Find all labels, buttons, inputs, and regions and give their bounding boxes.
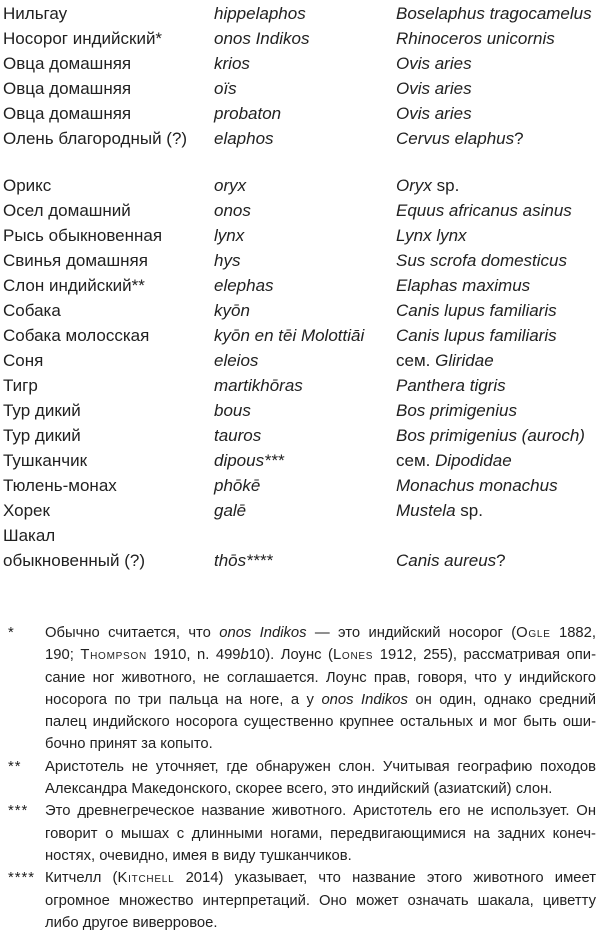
text-segment: Lynx lynx: [396, 226, 467, 245]
table-row: [3, 498, 606, 523]
text-segment: elaphos: [214, 129, 274, 148]
footnote: [3, 622, 596, 756]
text-segment: tauros: [214, 426, 262, 445]
latin-name: [396, 26, 606, 51]
table-row: [3, 101, 606, 126]
text-segment: Ovis aries: [396, 104, 472, 123]
text-segment: bous: [214, 401, 251, 420]
table-row: [3, 373, 606, 398]
latin-name: [396, 76, 606, 101]
text-segment: Panthera tigris: [396, 376, 506, 395]
table-row: [3, 126, 606, 151]
latin-name: [396, 223, 606, 248]
latin-name: [396, 398, 606, 423]
greek-transliteration: [214, 448, 396, 473]
text-segment: dipous***: [214, 451, 284, 470]
greek-transliteration: [214, 423, 396, 448]
greek-transliteration: [214, 223, 396, 248]
text-segment: Ovis aries: [396, 79, 472, 98]
footnote-line: [45, 733, 596, 755]
text-segment: Ogle: [516, 625, 551, 641]
footnote-line: [45, 778, 596, 800]
text-segment: сем.: [396, 351, 436, 370]
footnote: [3, 867, 596, 934]
table-row: [3, 51, 606, 76]
footnote-text: [45, 800, 596, 867]
greek-transliteration: [214, 523, 396, 548]
russian-name: Нильгау: [3, 4, 68, 23]
text-segment: Китчелл (: [45, 870, 118, 887]
text-segment: сание ног животного, не соглашается. Лоунс прав, говоря, что у индийского: [45, 669, 596, 686]
text-segment: Gliridae: [435, 351, 494, 370]
latin-name: [396, 323, 606, 348]
footnote-line: [45, 867, 596, 889]
text-segment: — это индийский носорог (: [306, 625, 517, 641]
text-segment: onos Indikos: [219, 625, 307, 641]
table-row: [3, 348, 606, 373]
russian-name: Рысь обыкновенная: [3, 226, 163, 245]
text-segment: martikhōras: [214, 376, 303, 395]
russian-name: Тигр: [3, 376, 38, 395]
greek-transliteration: [214, 101, 396, 126]
greek-transliteration: [214, 373, 396, 398]
text-segment: 1912, 255), рассматривая опи-: [373, 647, 596, 664]
table-row: [3, 1, 606, 26]
text-segment: Equus africanus asinus: [396, 201, 572, 220]
text-segment: Mustela: [396, 501, 456, 520]
text-segment: Это древнегреческое название животного. Аристотель его не использует. Он: [45, 803, 596, 820]
footnote-line: [45, 644, 596, 666]
russian-name: Слон индийский**: [3, 276, 145, 295]
text-segment: ?: [496, 551, 506, 570]
text-segment: 2014) указывает, что название этого животного имеет: [174, 870, 596, 887]
text-segment: krios: [214, 54, 250, 73]
russian-name: Осел домашний: [3, 201, 131, 220]
text-segment: Ovis aries: [396, 54, 472, 73]
footnote-line: [45, 800, 596, 822]
latin-name: [396, 126, 606, 151]
text-segment: Bos primigenius (auroch): [396, 426, 585, 445]
latin-name: [396, 498, 606, 523]
latin-name: [396, 173, 606, 198]
footnote-marker: ****: [8, 870, 36, 887]
text-segment: говорит о мышах с длинными ногами, передвигающимися на задних конеч-: [45, 825, 596, 842]
russian-name: Тур дикий: [3, 426, 81, 445]
greek-transliteration: [214, 126, 396, 151]
text-segment: Аристотель не уточняет, где обнаружен слон. Учитывая географию походов: [45, 758, 596, 775]
greek-transliteration: [214, 348, 396, 373]
text-segment: sp.: [455, 501, 483, 520]
russian-name: Собака молосская: [3, 326, 150, 345]
russian-name: Носорог индийский*: [3, 29, 163, 48]
russian-name: Шакал: [3, 526, 56, 545]
text-segment: onos Indikos: [321, 691, 408, 708]
russian-name: Орикс: [3, 176, 52, 195]
text-segment: Oryx: [396, 176, 432, 195]
greek-transliteration: [214, 398, 396, 423]
text-segment: Lones: [332, 647, 374, 664]
table-row: [3, 423, 606, 448]
latin-name: [396, 1, 606, 26]
text-segment: ностях, очевидно, имея в виду тушканчиков.: [45, 847, 352, 864]
greek-transliteration: [214, 26, 396, 51]
text-segment: eleios: [214, 351, 259, 370]
greek-transliteration: [214, 548, 396, 573]
russian-name: Тур дикий: [3, 401, 81, 420]
latin-name: [396, 448, 606, 473]
russian-name: Свинья домашняя: [3, 251, 148, 270]
text-segment: Kitchell: [117, 870, 175, 887]
text-segment: он один, однако средний: [407, 691, 596, 708]
text-segment: phōkē: [214, 476, 261, 495]
latin-name: [396, 101, 606, 126]
latin-name: [396, 423, 606, 448]
table-row: [3, 398, 606, 423]
footnote-line: [45, 756, 596, 778]
footnote-text: [45, 756, 596, 801]
russian-name: обыкновенный (?): [3, 551, 145, 570]
latin-name: [396, 348, 606, 373]
russian-name: Хорек: [3, 501, 50, 520]
table-row: [3, 298, 606, 323]
text-segment: lynx: [214, 226, 245, 245]
footnote-text: [45, 622, 596, 756]
russian-name: Овца домашняя: [3, 54, 132, 73]
latin-name: [396, 51, 606, 76]
greek-transliteration: [214, 298, 396, 323]
footnote-line: [45, 890, 596, 912]
text-segment: Александра Македонского, скорее всего, это индийский (азиатский) слон.: [45, 781, 553, 798]
text-segment: onos: [214, 201, 251, 220]
greek-transliteration: [214, 173, 396, 198]
table-row: [3, 323, 606, 348]
text-segment: Bos primigenius: [396, 401, 517, 420]
footnote-line: [45, 845, 596, 867]
footnote-line: [45, 711, 596, 733]
greek-transliteration: [214, 498, 396, 523]
latin-name: [396, 473, 606, 498]
greek-transliteration: [214, 323, 396, 348]
footnote-line: [45, 667, 596, 689]
table-row: [3, 26, 606, 51]
russian-name: Собака: [3, 301, 61, 320]
russian-name: Тюлень-монах: [3, 476, 117, 495]
latin-name: [396, 548, 606, 573]
footnote-marker: *: [8, 625, 15, 641]
table-row: [3, 523, 606, 548]
text-segment: либо другое виверровое.: [45, 914, 218, 931]
text-segment: бочно принят за копыто.: [45, 736, 213, 753]
text-segment: Dipodidae: [435, 451, 512, 470]
latin-name: [396, 298, 606, 323]
text-segment: Sus scrofa domesticus: [396, 251, 568, 270]
text-segment: сем.: [396, 451, 436, 470]
text-segment: hippelaphos: [214, 4, 306, 23]
table-row: [3, 248, 606, 273]
text-segment: Boselaphus tragocamelus: [396, 4, 592, 23]
russian-name: Тушканчик: [3, 451, 88, 470]
text-segment: kyōn en tēi Molottiāi: [214, 326, 365, 345]
footnote: [3, 800, 596, 867]
text-segment: Elaphas maximus: [396, 276, 531, 295]
text-segment: Rhinoceros unicornis: [396, 29, 555, 48]
text-segment: Canis aureus: [396, 551, 497, 570]
table-row: [3, 223, 606, 248]
footnote-text: [45, 867, 596, 934]
russian-name: Овца домашняя: [3, 79, 132, 98]
text-segment: 10). Лоунс (: [248, 647, 333, 664]
text-segment: probaton: [214, 104, 282, 123]
text-segment: kyōn: [214, 301, 250, 320]
text-segment: 1910, n. 499: [146, 647, 241, 664]
greek-transliteration: [214, 273, 396, 298]
latin-name: [396, 248, 606, 273]
text-segment: носорога по три пальца на ноге, а у: [45, 691, 322, 708]
text-segment: ?: [514, 129, 524, 148]
text-segment: 1882,: [550, 625, 596, 641]
footnotes-section: [3, 622, 606, 934]
animal-name-table: [3, 1, 606, 573]
greek-transliteration: [214, 76, 396, 101]
latin-name: [396, 523, 606, 548]
footnote-line: [45, 689, 596, 711]
latin-name: [396, 373, 606, 398]
table-row: [3, 448, 606, 473]
text-segment: oïs: [214, 79, 237, 98]
greek-transliteration: [214, 198, 396, 223]
table-row: [3, 198, 606, 223]
table-row: [3, 273, 606, 298]
footnote-line: [45, 823, 596, 845]
text-segment: Cervus elaphus: [396, 129, 515, 148]
text-segment: Canis lupus familiaris: [396, 301, 557, 320]
russian-name: Соня: [3, 351, 44, 370]
text-segment: onos Indikos: [214, 29, 310, 48]
text-segment: thōs****: [214, 551, 273, 570]
text-segment: oryx: [214, 176, 247, 195]
text-segment: Monachus monachus: [396, 476, 558, 495]
latin-name: [396, 198, 606, 223]
text-segment: палец индийского носорога существенно крупнее остальных и мог быть оши-: [45, 714, 596, 731]
russian-name: Овца домашняя: [3, 104, 132, 123]
russian-name: Олень благородный (?): [3, 129, 188, 148]
text-segment: 190;: [45, 647, 81, 664]
table-block-gap: [3, 151, 606, 173]
greek-transliteration: [214, 51, 396, 76]
table-row: [3, 76, 606, 101]
footnote: [3, 756, 596, 801]
table-row: [3, 173, 606, 198]
text-segment: огромное множество интерпретаций. Оно может означать шакала, циветту: [45, 892, 596, 909]
greek-transliteration: [214, 248, 396, 273]
footnote-line: [45, 622, 596, 644]
text-segment: elephas: [214, 276, 274, 295]
greek-transliteration: [214, 1, 396, 26]
greek-transliteration: [214, 473, 396, 498]
footnote-marker: **: [8, 758, 22, 775]
latin-name: [396, 273, 606, 298]
text-segment: Обычно считается, что: [45, 625, 220, 641]
text-segment: b: [240, 647, 249, 664]
footnote-line: [45, 912, 596, 934]
text-segment: galē: [214, 501, 247, 520]
text-segment: Thompson: [80, 647, 147, 664]
text-segment: hys: [214, 251, 241, 270]
text-segment: Canis lupus familiaris: [396, 326, 557, 345]
footnote-marker: ***: [8, 803, 29, 820]
table-row: [3, 473, 606, 498]
table-row: [3, 548, 606, 573]
text-segment: sp.: [431, 176, 460, 195]
